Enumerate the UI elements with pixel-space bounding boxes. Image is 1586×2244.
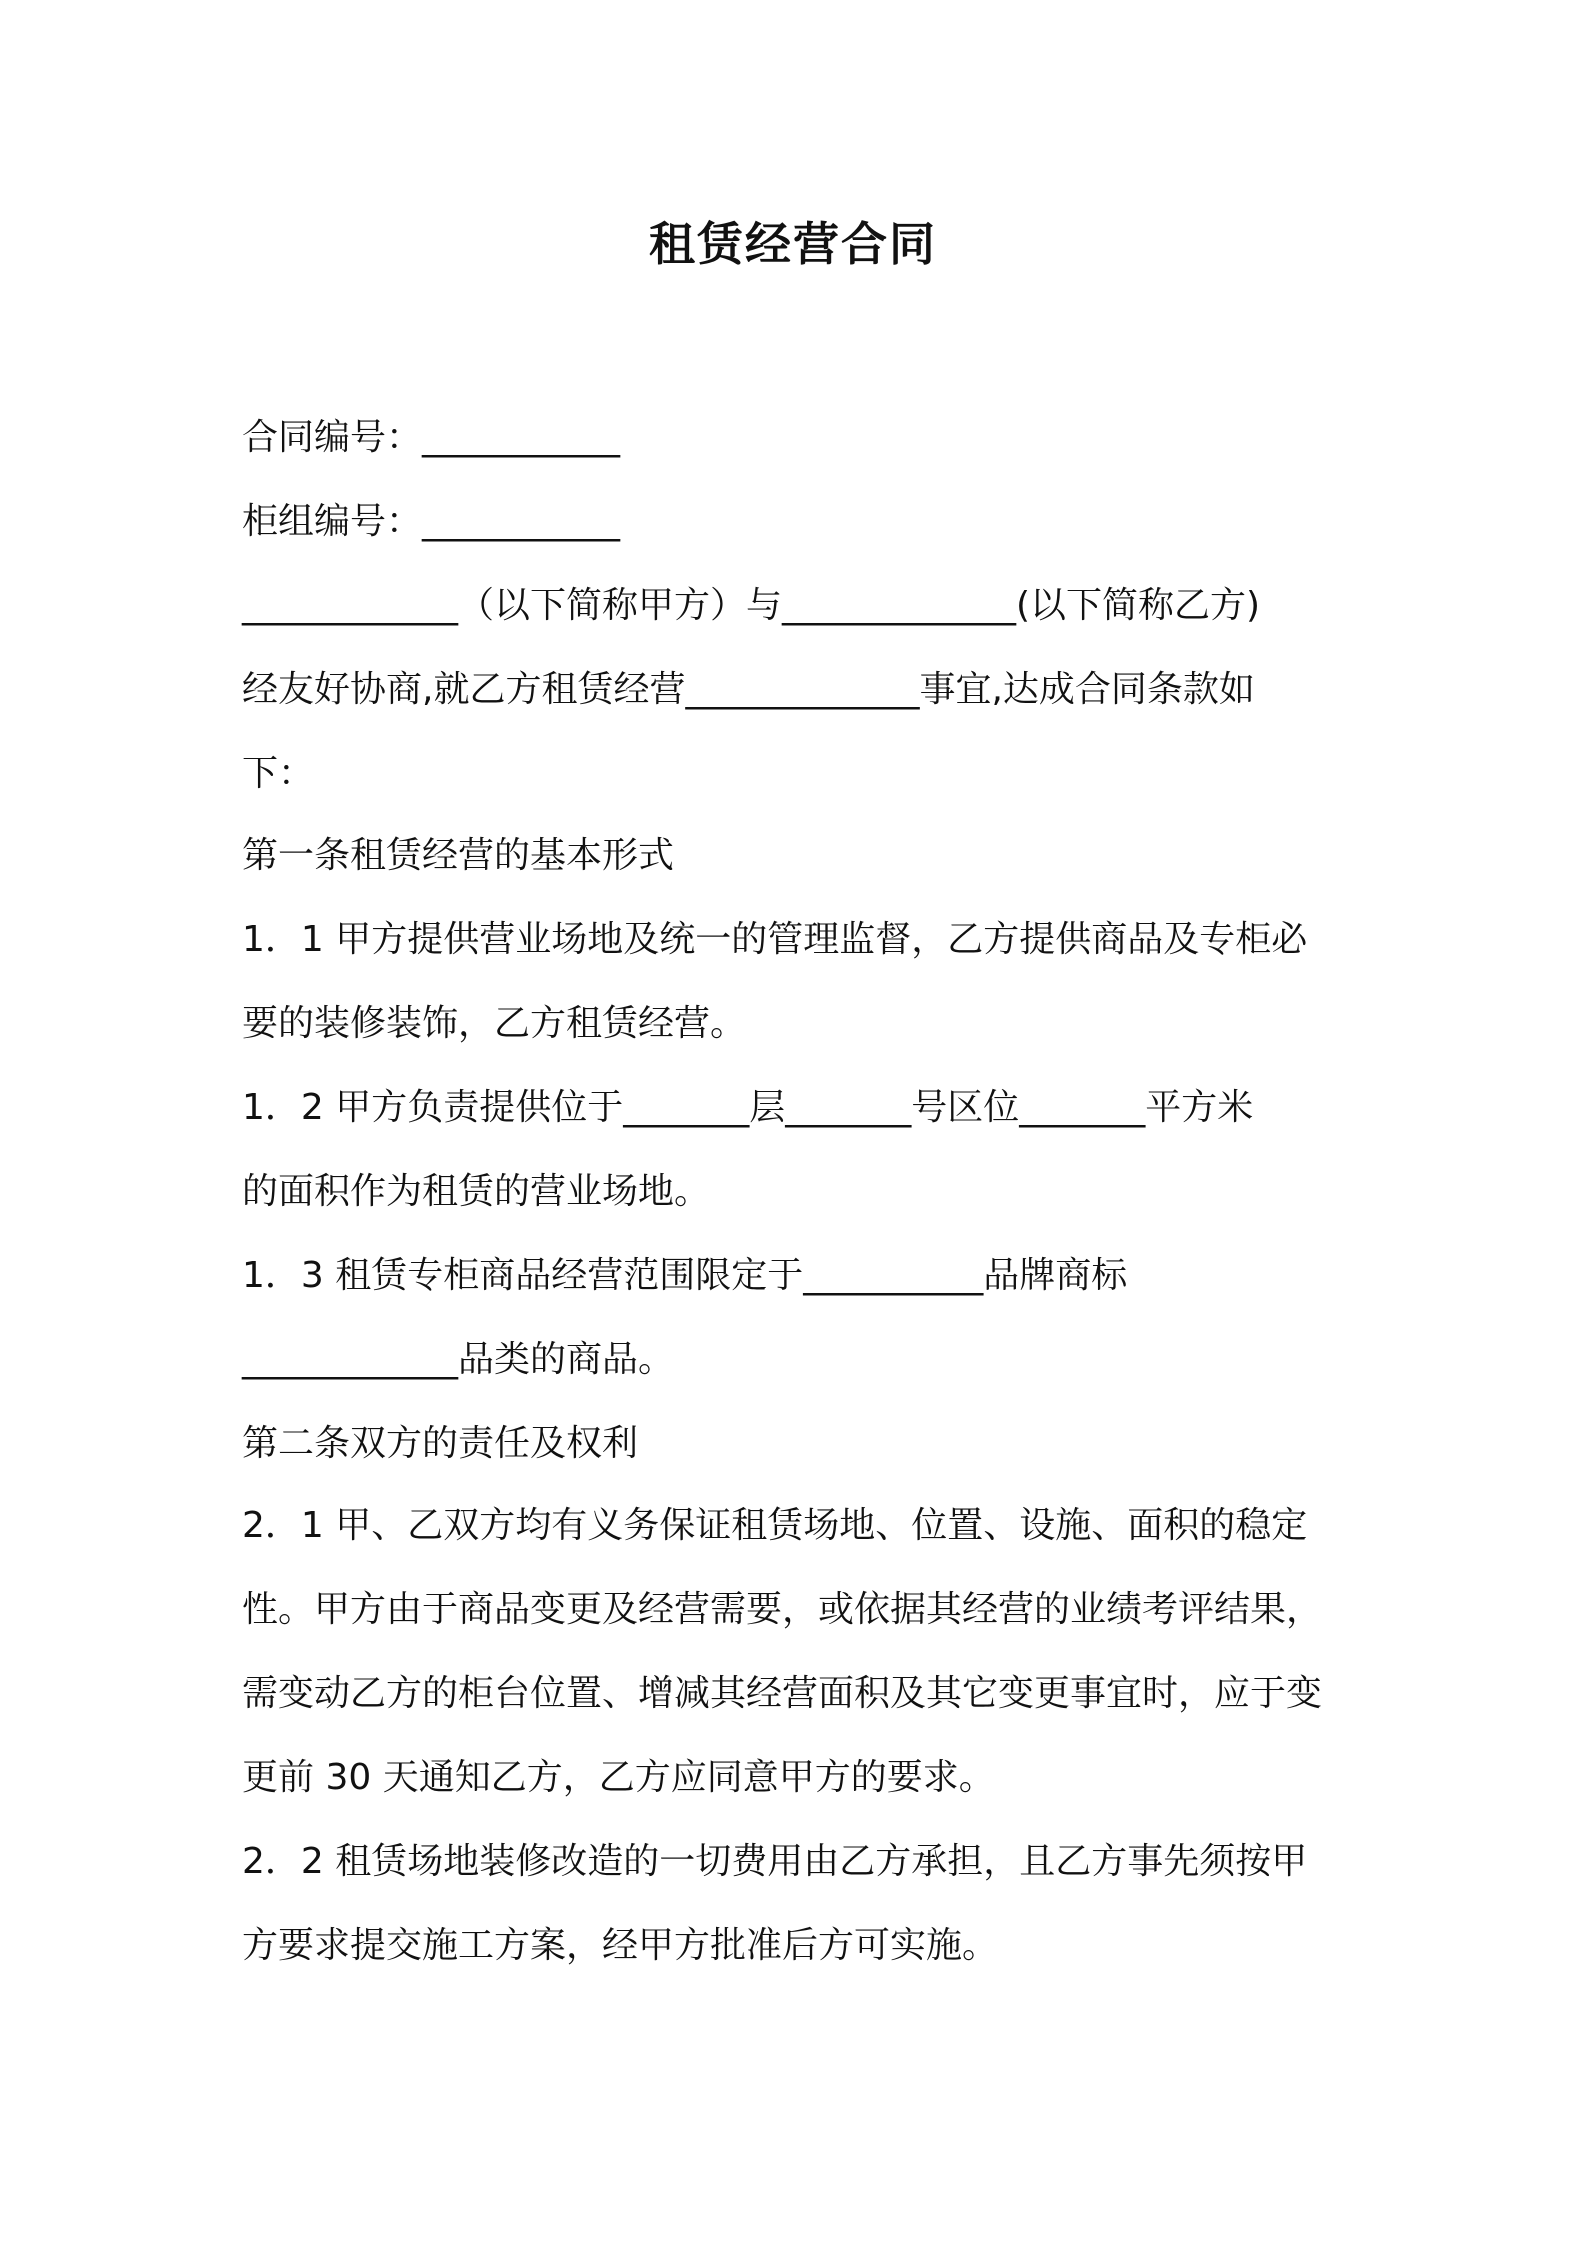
preamble-line: 经友好协商,就乙方租赁经营_____________事宜,达成合同条款如 (242, 669, 1255, 710)
clause-line: 1．2 甲方负责提供位于_______层_______号区位_______平方米 (242, 1087, 1254, 1128)
clause-line: 方要求提交施工方案，经甲方批准后方可实施。 (242, 1925, 999, 1966)
document-title: 租赁经营合同 (649, 217, 937, 271)
preamble-line-end: 下： (242, 753, 315, 794)
contract-number-line: 合同编号：___________ (242, 417, 621, 458)
clause-line: 2．2 租赁场地装修改造的一切费用由乙方承担，且乙方事先须按甲 (242, 1841, 1308, 1882)
parties-line: ____________（以下简称甲方）与_____________(以下简称乙方) (242, 585, 1261, 626)
article-heading: 第二条双方的责任及权利 (242, 1423, 639, 1464)
clause-line: 的面积作为租赁的营业场地。 (242, 1171, 711, 1212)
article-heading: 第一条租赁经营的基本形式 (242, 835, 675, 876)
clause-line: 要的装修装饰，乙方租赁经营。 (242, 1003, 747, 1044)
clause-line: 1．3 租赁专柜商品经营范围限定于__________品牌商标 (242, 1255, 1128, 1296)
clause-line: 需变动乙方的柜台位置、增减其经营面积及其它变更事宜时，应于变 (242, 1673, 1323, 1714)
clause-line: 1．1 甲方提供营业场地及统一的管理监督，乙方提供商品及专柜必 (242, 919, 1308, 960)
counter-group-number-line: 柜组编号：___________ (242, 501, 621, 542)
clause-line: 性。甲方由于商品变更及经营需要，或依据其经营的业绩考评结果， (242, 1589, 1323, 1630)
clause-line: 2．1 甲、乙双方均有义务保证租赁场地、位置、设施、面积的稳定 (242, 1505, 1308, 1546)
clause-line: 更前 30 天通知乙方，乙方应同意甲方的要求。 (242, 1757, 995, 1798)
clause-line: ____________品类的商品。 (242, 1339, 675, 1380)
